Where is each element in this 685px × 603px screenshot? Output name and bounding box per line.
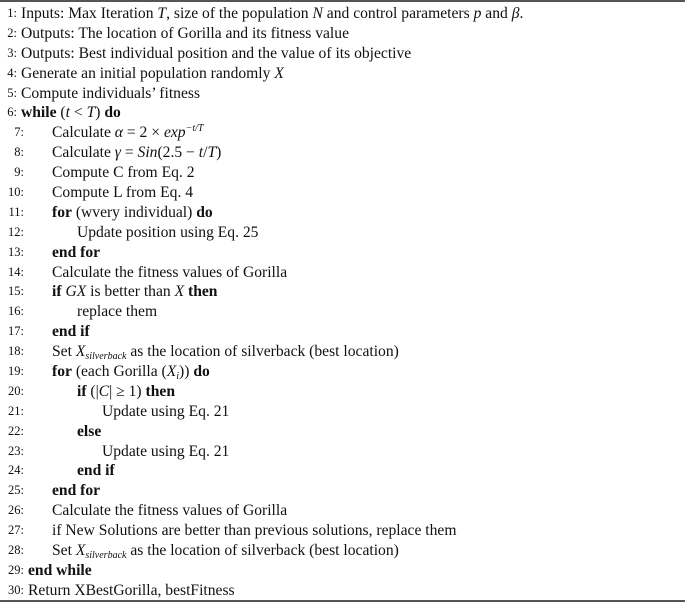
algorithm-line <box>0 322 685 342</box>
keyword: do <box>104 104 121 122</box>
line-number: 14: <box>8 264 24 279</box>
text-fragment: as the location of silverback (best location) <box>126 343 399 361</box>
line-text <box>28 561 92 581</box>
algorithm-line <box>0 223 685 243</box>
line-text <box>52 163 195 183</box>
line-number: 3: <box>7 45 17 60</box>
keyword: for <box>52 203 72 221</box>
keyword: end if <box>77 462 115 480</box>
text-fragment: / <box>203 144 208 162</box>
text-fragment: and <box>481 5 512 22</box>
algorithm-line <box>0 263 685 283</box>
math-symbol: t <box>65 104 70 122</box>
math-symbol: silverback <box>85 550 127 562</box>
keyword: do <box>196 203 213 221</box>
text-fragment: Calculate the fitness values of Gorilla <box>52 263 288 281</box>
math-symbol: silverback <box>85 351 127 363</box>
line-number: 25: <box>8 483 24 498</box>
algorithm-line <box>0 282 685 302</box>
text-fragment: Update position using Eq. 25 <box>77 223 259 241</box>
keyword: do <box>193 363 210 381</box>
keyword: end for <box>52 482 101 500</box>
line-text <box>21 44 411 64</box>
algorithm-line <box>0 302 685 322</box>
algorithm-line <box>0 24 685 44</box>
text-fragment: = 2 × <box>122 124 164 142</box>
math-symbol: X <box>75 542 86 560</box>
line-number: 16: <box>8 304 24 319</box>
math-symbol: t <box>198 144 204 162</box>
text-fragment: Set <box>52 343 76 361</box>
line-text <box>77 302 157 322</box>
line-text <box>77 422 101 442</box>
line-number: 10: <box>8 185 24 200</box>
math-symbol: β <box>511 5 520 22</box>
keyword: else <box>77 422 102 440</box>
keyword: for <box>52 363 72 381</box>
line-text <box>21 84 200 104</box>
algorithm-line <box>0 64 685 84</box>
line-number: 4: <box>7 65 17 80</box>
text-fragment: . <box>519 5 524 22</box>
line-text <box>52 501 287 521</box>
line-number: 18: <box>8 344 24 359</box>
line-number: 29: <box>8 562 24 577</box>
math-symbol: γ <box>114 144 121 162</box>
algorithm-line <box>0 4 685 24</box>
line-text <box>21 4 523 24</box>
algorithm-line <box>0 143 685 163</box>
line-text <box>52 263 287 283</box>
algorithm-line <box>0 422 685 442</box>
text-fragment: < <box>69 104 87 122</box>
text-fragment: , size of the population <box>166 5 313 22</box>
line-text <box>52 183 193 203</box>
keyword: end if <box>52 323 90 341</box>
text-fragment: ) <box>95 104 105 122</box>
text-fragment: and control parameters <box>322 5 474 22</box>
line-text <box>52 362 210 382</box>
text-fragment: Compute C from Eq. 2 <box>52 164 195 182</box>
line-number: 12: <box>8 224 24 239</box>
algorithm-line <box>0 581 685 601</box>
line-number: 27: <box>8 523 24 538</box>
math-symbol: X <box>75 343 86 361</box>
line-text <box>52 143 221 163</box>
text-fragment: Set <box>52 542 76 560</box>
text-fragment: replace them <box>77 303 158 321</box>
line-text <box>52 203 213 223</box>
algorithm-line <box>0 461 685 481</box>
math-symbol: C <box>98 382 110 400</box>
top-rule <box>0 0 685 2</box>
algorithm-line <box>0 103 685 123</box>
text-fragment: Compute individuals’ fitness <box>21 84 201 102</box>
algorithm-line <box>0 521 685 541</box>
text-fragment: if New Solutions are better than previous solutions, replace them <box>52 522 457 540</box>
math-symbol: X <box>274 64 284 82</box>
line-text <box>52 521 456 541</box>
line-number: 1: <box>7 6 17 20</box>
line-number: 21: <box>8 403 24 418</box>
text-fragment: Return XBestGorilla, bestFitness <box>28 581 235 599</box>
line-number: 11: <box>8 204 24 219</box>
line-text <box>52 541 399 561</box>
algorithm-line <box>0 481 685 501</box>
line-text <box>52 481 100 501</box>
math-symbol: Sin <box>137 144 158 162</box>
line-number: 13: <box>8 244 24 259</box>
line-text <box>21 24 349 44</box>
bottom-rule <box>0 600 685 602</box>
line-number: 26: <box>8 503 24 518</box>
algorithm-line <box>0 123 685 143</box>
line-number: 28: <box>8 543 24 558</box>
math-symbol: p <box>473 5 482 22</box>
math-symbol: X <box>166 363 177 381</box>
line-number: 8: <box>14 145 24 160</box>
keyword: end for <box>52 243 101 261</box>
text-fragment: Generate an initial population randomly <box>21 64 275 82</box>
algorithm-line <box>0 243 685 263</box>
keyword: end while <box>28 561 92 579</box>
algorithm-line <box>0 501 685 521</box>
math-symbol: N <box>312 5 323 22</box>
keyword: if <box>77 382 87 400</box>
line-number: 30: <box>8 582 24 597</box>
algorithm-line <box>0 382 685 402</box>
math-symbol: α <box>114 124 123 142</box>
algorithm-line <box>0 44 685 64</box>
line-number: 15: <box>8 284 24 299</box>
text-fragment: Update using Eq. 21 <box>102 402 230 420</box>
line-number: 17: <box>8 324 24 339</box>
algorithm-line <box>0 183 685 203</box>
line-number: 20: <box>8 383 24 398</box>
line-text <box>77 382 175 402</box>
algorithm-line <box>0 342 685 362</box>
math-symbol: i <box>176 371 180 383</box>
text-fragment: Outputs: Best individual position and the value of its objective <box>21 44 412 62</box>
line-number: 19: <box>8 364 24 379</box>
line-number: 2: <box>7 25 17 40</box>
text-fragment: Calculate <box>52 144 115 162</box>
algorithm-line <box>0 203 685 223</box>
text-fragment: Calculate <box>52 124 115 142</box>
line-text <box>52 342 399 362</box>
algorithm-line <box>0 402 685 422</box>
math-symbol: X <box>174 283 185 301</box>
text-fragment: = <box>120 144 138 162</box>
text-fragment: (each Gorilla ( <box>71 363 167 381</box>
algorithm-line <box>0 541 685 561</box>
line-text <box>102 442 229 462</box>
line-text <box>52 243 100 263</box>
text-fragment: Update using Eq. 21 <box>102 442 230 460</box>
text-fragment: )) <box>179 363 194 381</box>
text-fragment: Outputs: The location of Gorilla and its fitness value <box>21 24 349 42</box>
math-symbol: T <box>207 144 217 162</box>
text-fragment: as the location of silverback (best location) <box>126 542 399 560</box>
algorithm-line <box>0 84 685 104</box>
line-text <box>52 123 203 143</box>
math-symbol: T <box>86 104 96 122</box>
text-fragment: | ≥ 1) <box>109 382 146 400</box>
text-fragment: ( <box>56 104 66 122</box>
line-text <box>52 282 217 302</box>
line-text <box>28 581 235 601</box>
math-symbol: T <box>157 5 167 22</box>
text-fragment: Compute L from Eq. 4 <box>52 184 194 202</box>
algorithm-lines <box>0 4 685 601</box>
text-fragment: ) <box>216 144 222 162</box>
math-symbol: −t/T <box>185 123 204 135</box>
keyword: while <box>21 104 57 122</box>
math-symbol: GX <box>65 283 87 301</box>
line-text <box>21 64 284 84</box>
line-number: 7: <box>14 125 24 140</box>
keyword: then <box>145 382 175 400</box>
keyword: then <box>188 283 218 301</box>
text-fragment: (2.5 − <box>157 144 199 162</box>
line-text <box>102 402 229 422</box>
text-fragment: is better than <box>86 283 175 301</box>
text-fragment: (wvery individual) <box>71 203 197 221</box>
algorithm-line <box>0 163 685 183</box>
line-number: 22: <box>8 423 24 438</box>
math-symbol: exp <box>163 124 186 142</box>
line-text <box>52 322 90 342</box>
text-fragment: Inputs: Max Iteration <box>21 5 158 22</box>
line-text <box>77 223 258 243</box>
line-number: 9: <box>14 165 24 180</box>
keyword: if <box>52 283 62 301</box>
text-fragment: (| <box>86 382 99 400</box>
line-text <box>21 103 121 123</box>
line-text <box>77 461 115 481</box>
text-fragment: Calculate the fitness values of Gorilla <box>52 502 288 520</box>
algorithm-line <box>0 362 685 382</box>
algorithm-line <box>0 442 685 462</box>
algorithm-line <box>0 561 685 581</box>
line-number: 23: <box>8 443 24 458</box>
line-number: 6: <box>7 105 17 120</box>
line-number: 5: <box>7 85 17 100</box>
line-number: 24: <box>8 463 24 478</box>
